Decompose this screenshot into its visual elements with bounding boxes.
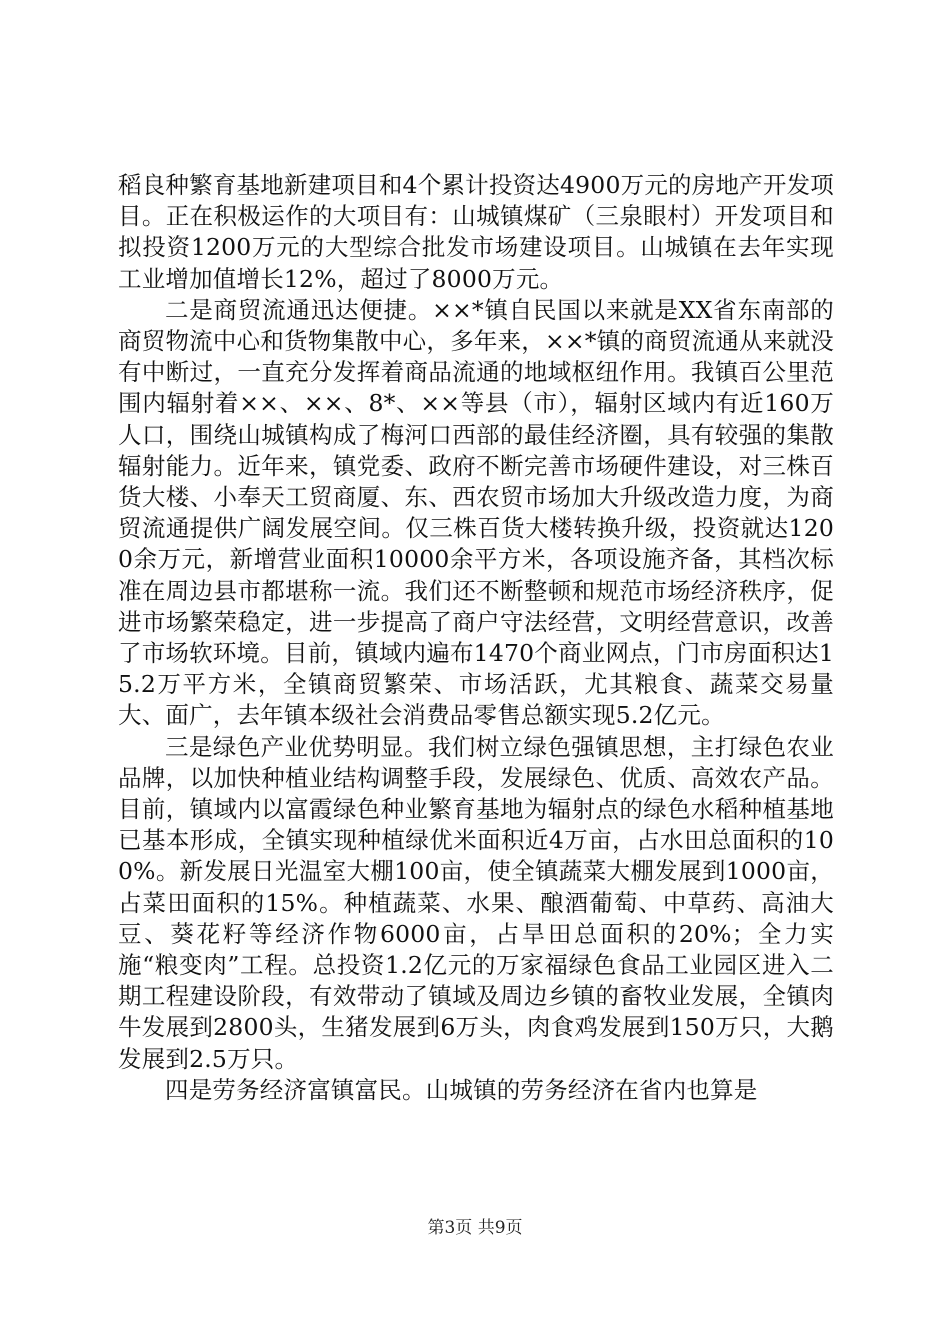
paragraph-commerce: 二是商贸流通迅达便捷。××*镇自民国以来就是XX省东南部的商贸物流中心和货物集散中心，多年来，××*镇的商贸流通从来就没有中断过，一直充分发挥着商品流通的地域枢纽作用。我镇百公里范围内辐射着××、××、8*、××等县（市），辐射区域内有近160万人口，围绕山城镇构成了梅河口西部的最佳经济圈，具有较强的集散辐射能力。近年来，镇党委、政府不断完善市场硬件建设，对三株百货大楼、小奉天工贸商厦、东、西农贸市场加大升级改造力度，为商贸流通提供广阔发展空间。仅三株百货大楼转换升级，投资就达1200余万元，新增营业面积10000余平方米，各项设施齐备，其档次标准在周边县市都堪称一流。我们还不断整顿和规范市场经济秩序，促进市场繁荣稳定，进一步提高了商户守法经营，文明经营意识，改善了市场软环境。目前，镇域内遍布1470个商业网点，门市房面积达15.2万平方米，全镇商贸繁荣、市场活跃，尤其粮食、蔬菜交易量大、面广，去年镇本级社会消费品零售总额实现5.2亿元。 <box>118 295 834 730</box>
paragraph-labor-economy: 四是劳务经济富镇富民。山城镇的劳务经济在省内也算是 <box>165 1075 758 1104</box>
paragraph-green-industry: 三是绿色产业优势明显。我们树立绿色强镇思想，主打绿色农业品牌，以加快种植业结构调整手段，发展绿色、优质、高效农产品。目前，镇域内以富霞绿色种业繁育基地为辐射点的绿色水稻种植基地已基本形成，全镇实现种植绿优米面积近4万亩，占水田总面积的100%。新发展日光温室大棚100亩，使全镇蔬菜大棚发展到1000亩，占菜田面积的15%。种植蔬菜、水果、酿酒葡萄、中草药、高油大豆、葵花籽等经济作物6000亩，占旱田总面积的20%；全力实施“粮变肉”工程。总投资1.2亿元的万家福绿色食品工业园区进入二期工程建设阶段，有效带动了镇域及周边乡镇的畜牧业发展，全镇肉牛发展到2800头，生猪发展到6万头，肉食鸡发展到150万只，大鹅发展到2.5万只。 <box>118 732 834 1073</box>
paragraph-continuation: 稻良种繁育基地新建项目和4个累计投资达4900万元的房地产开发项目。正在积极运作的大项目有：山城镇煤矿（三泉眼村）开发项目和拟投资1200万元的大型综合批发市场建设项目。山城镇在去年实现工业增加值增长12%，超过了8000万元。 <box>118 171 834 293</box>
page-number-footer: 第3页 共9页 <box>427 1218 523 1238</box>
document-body <box>118 170 834 1106</box>
